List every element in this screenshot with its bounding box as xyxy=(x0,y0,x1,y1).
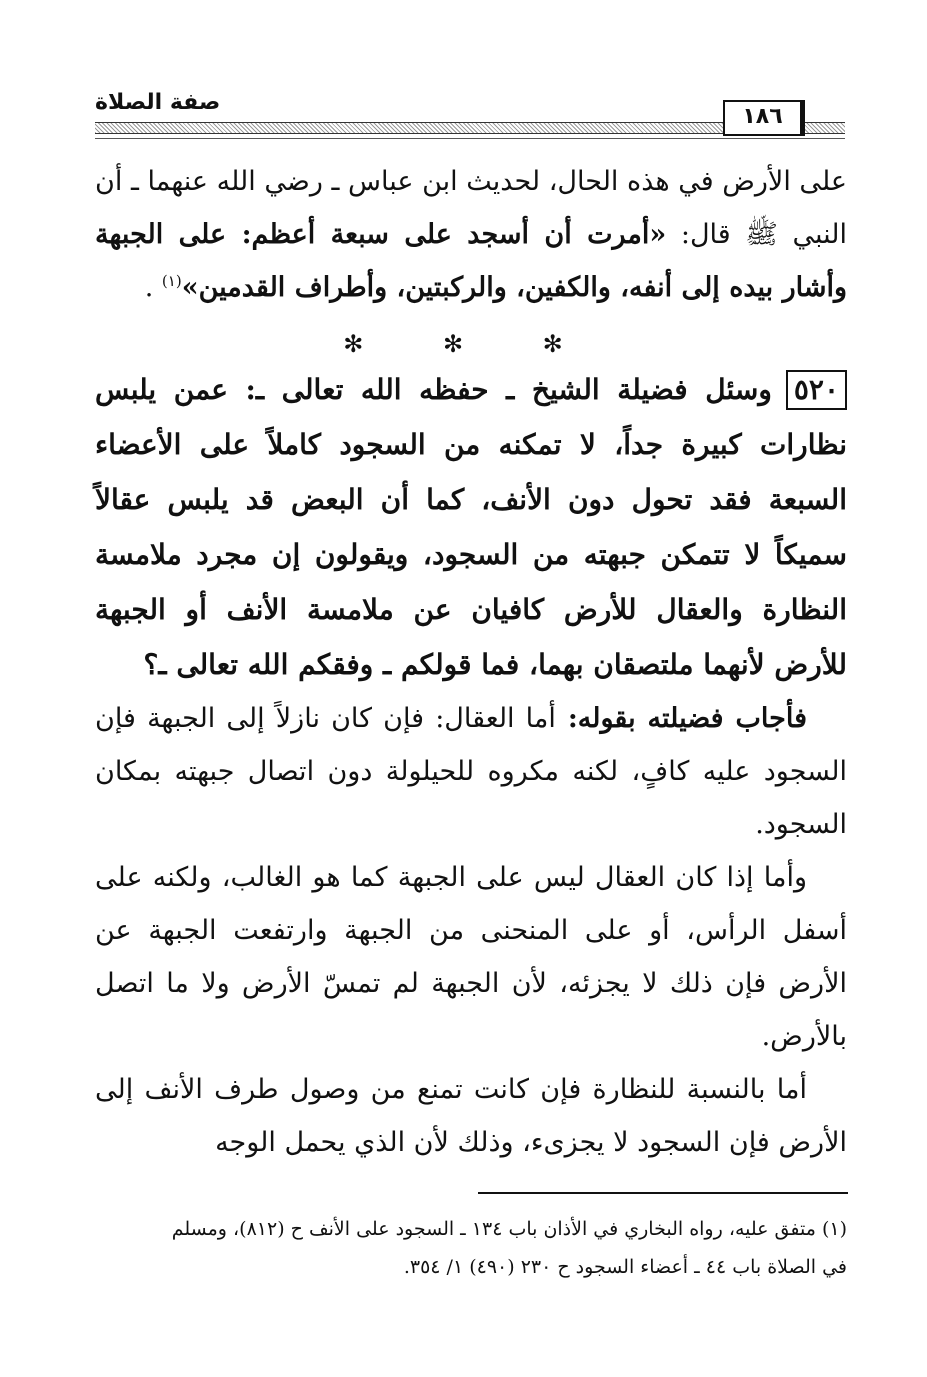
question-text: وسئل فضيلة الشيخ ـ حفظه الله تعالى ـ: عمن يلبس نظارات كبيرة جداً، لا تمكنه من السجود كاملاً على الأعضاء السبعة فقد تحول دون الأنف، كما أن البعض قد يلبس عقالاً سميكاً لا تتمكن جبهته من السجود، ويقولون إن مجرد ملامسة النظارة والعقال للأرض كافيان عن ملامسة الأنف أو الجبهة للأرض لأنهما ملتصقان بهما، فما قولكم ـ وفقكم الله تعالى ـ؟ xyxy=(95,373,847,681)
question-paragraph xyxy=(95,362,847,692)
answer-text-1: أما العقال: فإن كان نازلاً إلى الجبهة فإن السجود عليه كافٍ، لكنه مكروه للحيلولة دون اتصال جبهته بمكان السجود. xyxy=(95,703,847,840)
intro-paragraph xyxy=(95,155,847,314)
footnote xyxy=(95,1210,847,1286)
answer-paragraph-3: أما بالنسبة للنظارة فإن كانت تمنع من وصول طرف الأنف إلى الأرض فإن السجود لا يجزىء، وذلك لأن الذي يحمل الوجه xyxy=(95,1074,847,1158)
question-number: ٥٢٠ xyxy=(786,370,847,410)
section-separator: ✻ ✻ ✻ xyxy=(343,330,599,358)
footnote-line-1: (١) متفق عليه، رواه البخاري في الأذان باب ١٣٤ ـ السجود على الأنف ح (٨١٢)، ومسلم xyxy=(171,1218,847,1240)
page-header xyxy=(95,88,845,148)
hadith-quote: «أمرت أن أسجد على سبعة أعظم: على الجبهة وأشار بيده إلى أنفه، والكفين، والركبتين، وأطراف القدمين» xyxy=(95,219,847,303)
footnote-divider xyxy=(478,1192,848,1194)
main-text xyxy=(95,155,847,1169)
answer-lead: فأجاب فضيلته بقوله: xyxy=(555,703,807,734)
running-title: صفة الصلاة xyxy=(95,90,221,115)
footnote-line-2: في الصلاة باب ٤٤ ـ أعضاء السجود ح ٢٣٠ (٤٩٠) ١/ ٣٥٤. xyxy=(403,1256,847,1278)
header-divider xyxy=(95,138,845,139)
intro-line-1: على الأرض في هذه الحال، لحديث ابن عباس ـ رضي الله عنهما ـ xyxy=(130,166,847,197)
answer-paragraph-1 xyxy=(95,692,847,851)
intro-end: . xyxy=(144,272,162,303)
page-number: ١٨٦ xyxy=(723,100,805,136)
answer-paragraph-2: وأما إذا كان العقال ليس على الجبهة كما هو الغالب، ولكنه على أسفل الرأس، أو على المنحنى من الجبهة وارتفعت الجبهة عن الأرض فإن ذلك لا يجزئه، لأن الجبهة لم تمسّ الأرض ولا ما اتصل بالأرض. xyxy=(95,862,847,1052)
footnote-reference: (١) xyxy=(161,272,182,290)
intro-line-2: أن النبي ﷺ قال: xyxy=(95,166,847,250)
